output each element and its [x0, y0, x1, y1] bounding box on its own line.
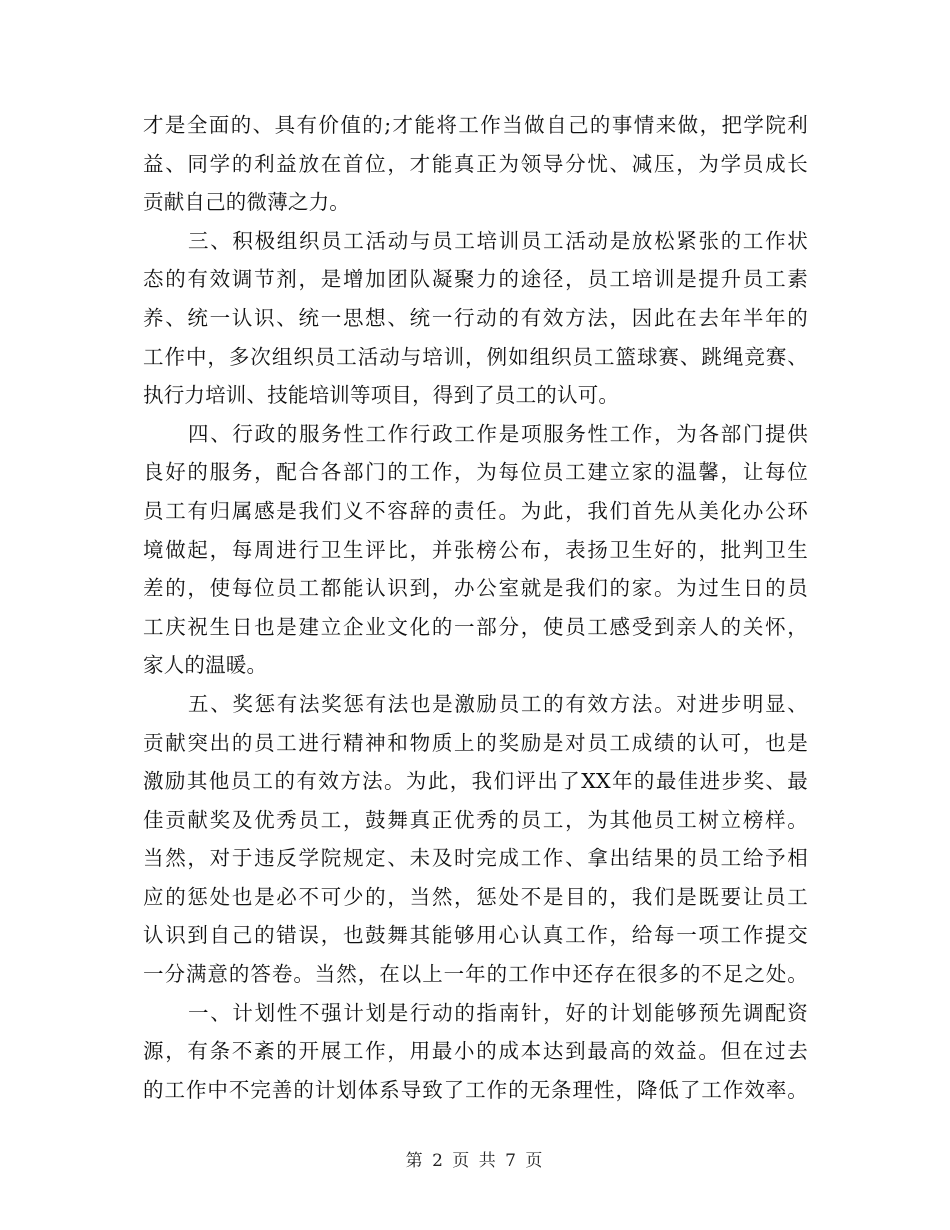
text-line: 四、行政的服务性工作行政工作是项服务性工作，为各部门提供: [188, 421, 808, 446]
text-line: 境做起，每周进行卫生评比，并张榜公布，表扬卫生好的，批判卫生: [143, 537, 808, 562]
text-line: 差的，使每位员工都能认识到，办公室就是我们的家。为过生日的员: [143, 576, 808, 601]
text-line: 一分满意的答卷。当然，在以上一年的工作中还存在很多的不足之处。: [143, 962, 808, 987]
text-line: 家人的温暖。: [143, 653, 268, 678]
text-line: 工作中，多次组织员工活动与培训，例如组织员工篮球赛、跳绳竞赛、: [143, 344, 808, 369]
text-line: 的工作中不完善的计划体系导致了工作的无条理性，降低了工作效率。: [143, 1077, 808, 1102]
page-number: 第 2 页 共 7 页: [405, 1151, 545, 1171]
text-line: 态的有效调节剂，是增加团队凝聚力的途径，员工培训是提升员工素: [143, 267, 808, 292]
text-line: 佳贡献奖及优秀员工，鼓舞真正优秀的员工，为其他员工树立榜样。: [143, 807, 808, 832]
text-line: 贡献突出的员工进行精神和物质上的奖励是对员工成绩的认可，也是: [143, 730, 808, 755]
text-line: 工庆祝生日也是建立企业文化的一部分，使员工感受到亲人的关怀，: [143, 614, 808, 639]
text-line: 认识到自己的错误，也鼓舞其能够用心认真工作，给每一项工作提交: [143, 923, 808, 948]
text-line: 养、统一认识、统一思想、统一行动的有效方法，因此在去年半年的: [143, 305, 808, 330]
document-body: [143, 106, 808, 1109]
text-line: 良好的服务，配合各部门的工作，为每位员工建立家的温馨，让每位: [143, 460, 808, 485]
text-line: 五、奖惩有法奖惩有法也是激励员工的有效方法。对进步明显、: [188, 691, 808, 716]
text-line: 应的惩处也是必不可少的，当然，惩处不是目的，我们是既要让员工: [143, 884, 808, 909]
text-line: 源，有条不紊的开展工作，用最小的成本达到最高的效益。但在过去: [143, 1039, 808, 1064]
text-line: 才是全面的、具有价值的;才能将工作当做自己的事情来做，把学院利: [143, 113, 808, 137]
text-line: 员工有归属感是我们义不容辞的责任。为此，我们首先从美化办公环: [143, 498, 808, 523]
text-line: 三、积极组织员工活动与员工培训员工活动是放松紧张的工作状: [188, 228, 808, 253]
text-line: 激励其他员工的有效方法。为此，我们评出了XX年的最佳进步奖、最: [143, 769, 808, 794]
text-line: 执行力培训、技能培训等项目，得到了员工的认可。: [143, 383, 620, 408]
text-line: 益、同学的利益放在首位，才能真正为领导分忧、减压，为学员成长: [143, 151, 808, 176]
text-line: 一、计划性不强计划是行动的指南针，好的计划能够预先调配资: [188, 1000, 808, 1025]
text-line: 贡献自己的微薄之力。: [143, 190, 350, 215]
text-line: 当然，对于违反学院规定、未及时完成工作、拿出结果的员工给予相: [143, 846, 808, 871]
